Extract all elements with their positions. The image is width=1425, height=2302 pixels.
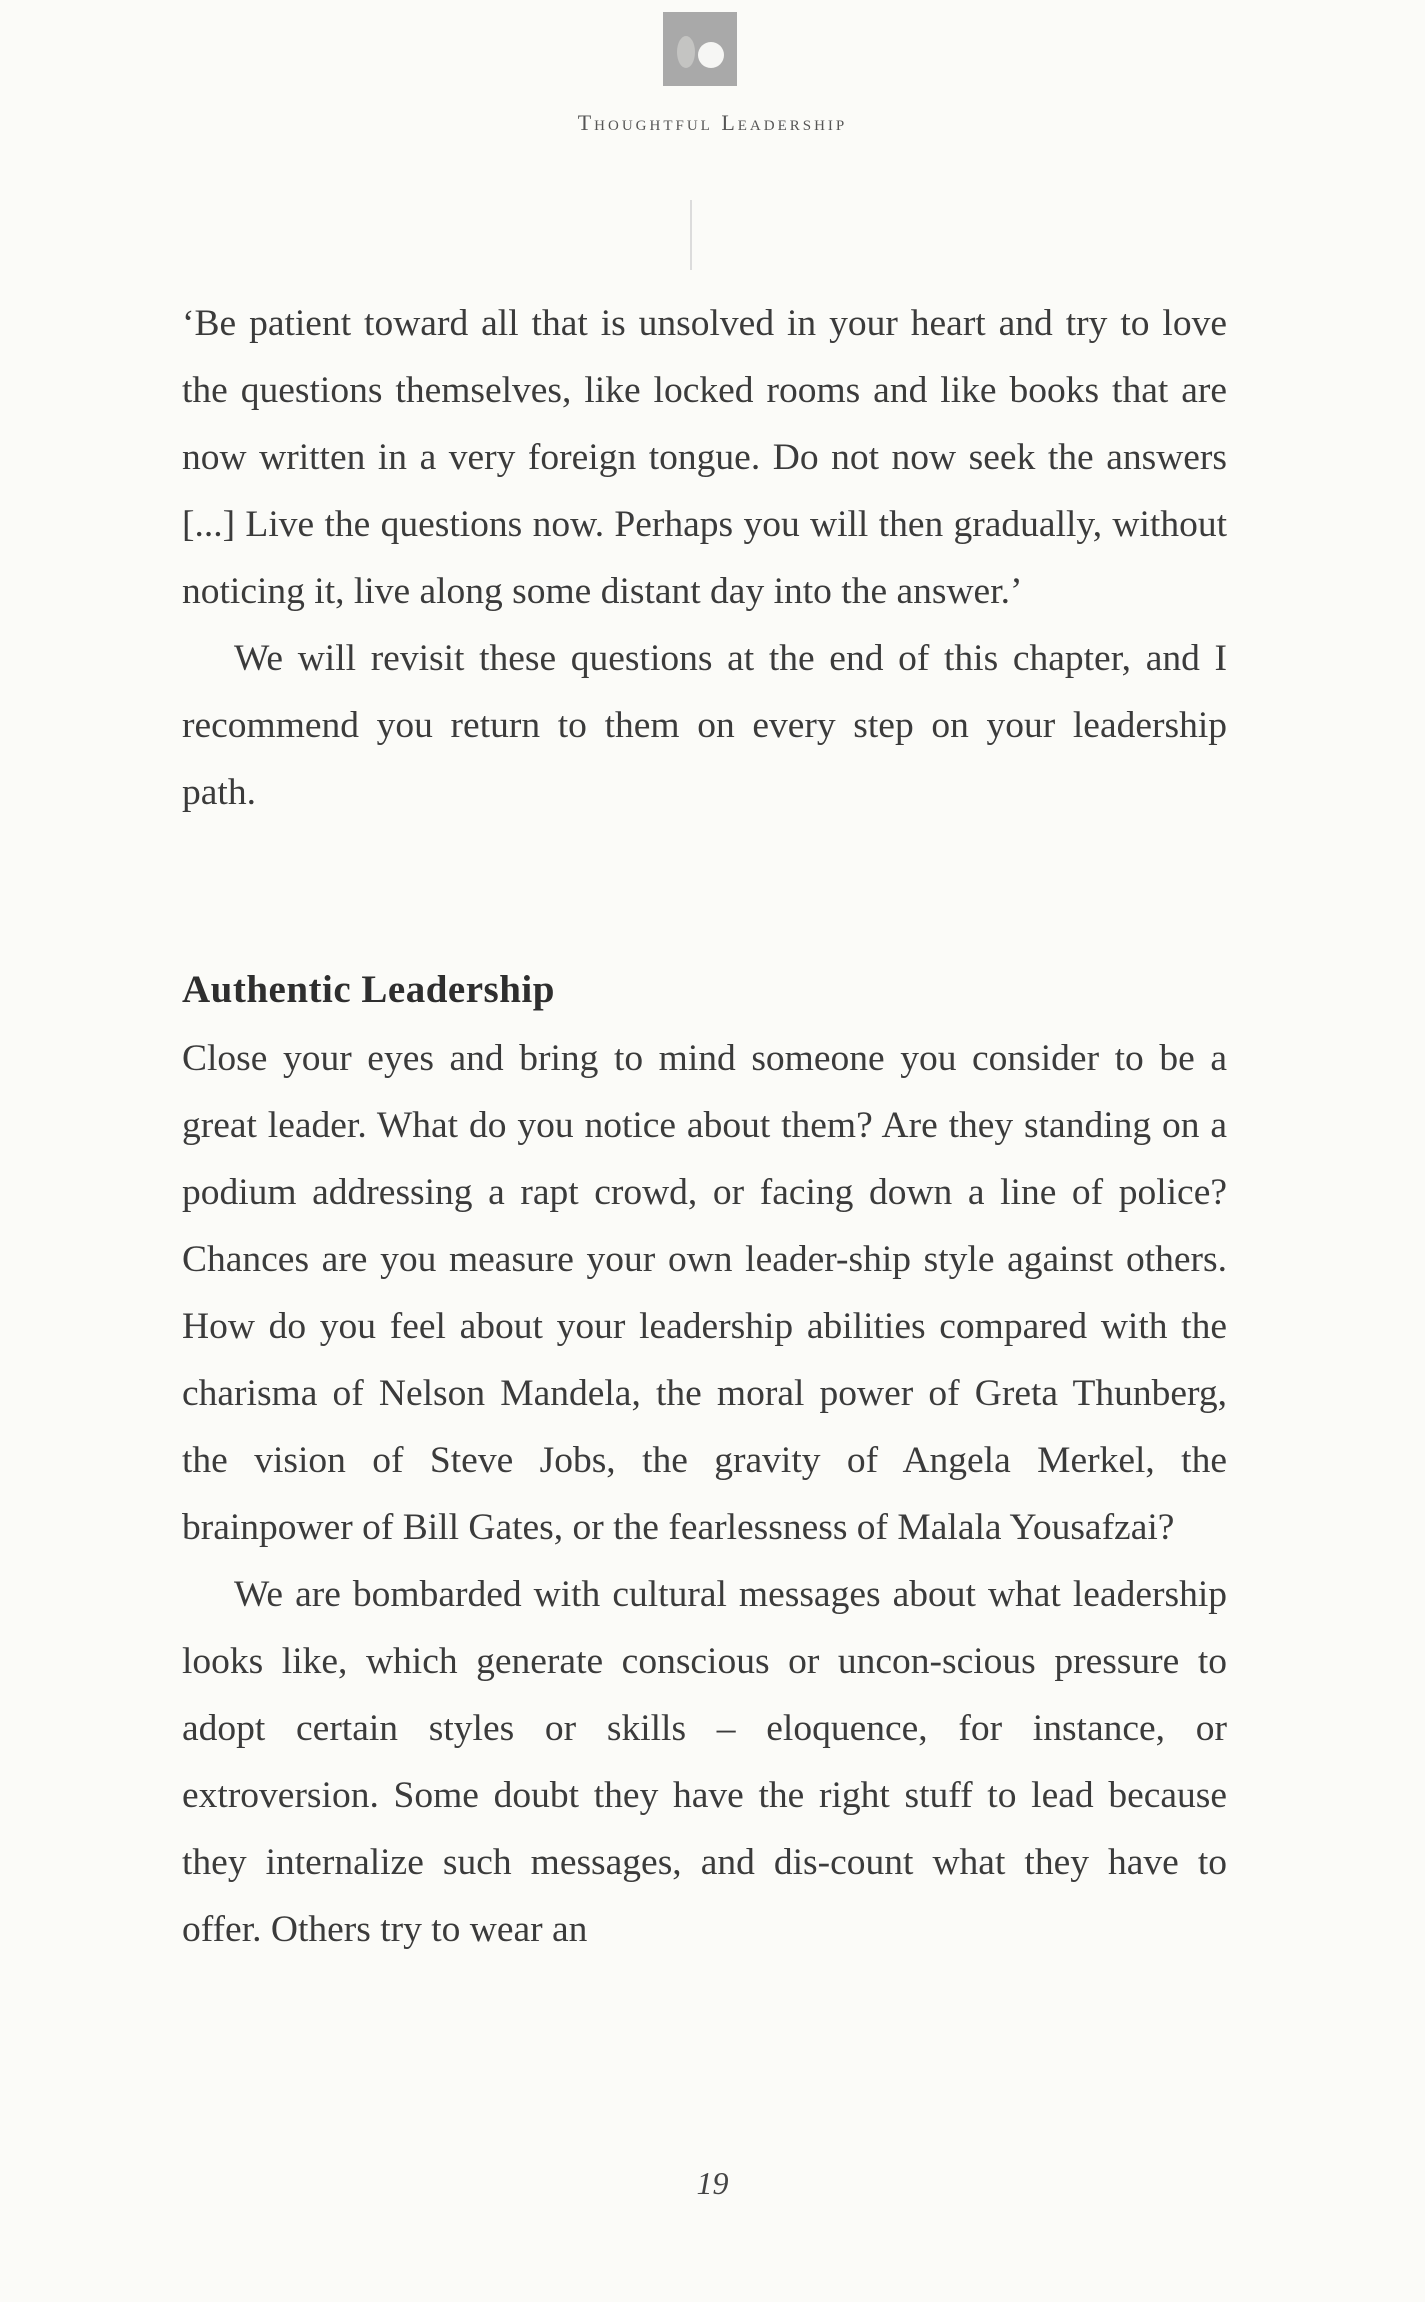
paragraph-after-quote: We will revisit these questions at the end of this chapter, and I recommend you return to them on every step on your leadership path. xyxy=(182,638,1227,813)
quote-block xyxy=(182,290,1227,826)
running-head-title: Thoughtful Leadership xyxy=(577,110,848,135)
scan-mark-divider xyxy=(690,200,692,270)
section-paragraph-1: Close your eyes and bring to mind someone you consider to be a great leader. What do you notice about them? Are they standing on a podium addressing a rapt crowd, or facing down a line of police? Chances are you measure your own leader-ship style against others. How do you feel about your leadership abilities compared with the charisma of Nelson Mandela, the moral power of Greta Thunberg, the vision of Steve Jobs, the gravity of Angela Merkel, the brainpower of Bill Gates, or the fearlessness of Malala Yousafzai? xyxy=(182,1038,1227,1548)
page-number: 19 xyxy=(696,2165,729,2201)
emblem-ring-shape xyxy=(677,36,695,68)
section-paragraph-2: We are bombarded with cultural messages about what leadership looks like, which generate conscious or uncon-scious pressure to adopt certain styles or skills – eloquence, for instance, or extroversion. Some doubt they have the right stuff to lead because they internalize such messages, and dis-count what they have to offer. Others try to wear an xyxy=(182,1574,1227,1950)
quote-text: ‘Be patient toward all that is unsolved in your heart and try to love the questions themselves, like locked rooms and like books that are now written in a very foreign tongue. Do not now seek the answers [...] Live the questions now. Perhaps you will then gradually, without noticing it, live along some distant day into the answer.’ xyxy=(182,303,1227,612)
chapter-emblem-icon xyxy=(663,12,737,86)
section-heading: Authentic Leadership xyxy=(182,968,555,1011)
section-body xyxy=(182,1025,1227,1963)
emblem-dot-shape xyxy=(698,42,724,68)
